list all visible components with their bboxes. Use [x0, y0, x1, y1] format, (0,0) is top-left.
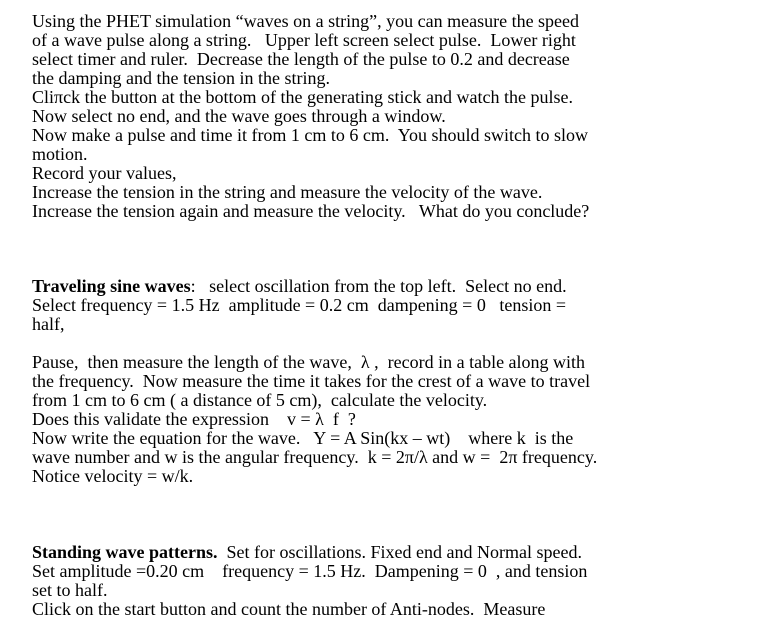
text-line: motion. [32, 144, 88, 164]
text-line: half, [32, 314, 65, 334]
text-line: set to half. [32, 580, 108, 600]
text-line: Click on the start button and count the number of Anti-nodes. Measure [32, 599, 546, 619]
text-line: Now write the equation for the wave. Y = A Sin(kx – wt) where k is the [32, 428, 574, 448]
text-line: Record your values, [32, 163, 177, 183]
traveling-heading: Traveling sine waves [32, 276, 191, 296]
intro-section [32, 12, 732, 221]
text-line: of a wave pulse along a string. Upper left screen select pulse. Lower right [32, 30, 576, 50]
text-line: Increase the tension in the string and measure the velocity of the wave. [32, 182, 543, 202]
text-line: select timer and ruler. Decrease the length of the pulse to 0.2 and decrease [32, 49, 570, 69]
section-heading-line [32, 543, 732, 562]
traveling-section [32, 277, 732, 486]
document-page [32, 12, 732, 619]
standing-heading-rest: Set for oscillations. Fixed end and Normal speed. [217, 542, 582, 562]
text-line: Using the PHET simulation “waves on a string”, you can measure the speed [32, 11, 580, 31]
text-line: Cliπck the button at the bottom of the generating stick and watch the pulse. [32, 87, 573, 107]
section-heading-line [32, 277, 732, 296]
text-line: wave number and w is the angular frequency. k = 2π/λ and w = 2π frequency. [32, 447, 598, 467]
text-line: Set amplitude =0.20 cm frequency = 1.5 Hz. Dampening = 0 , and tension [32, 561, 588, 581]
section-spacer [32, 221, 732, 277]
section-spacer [32, 486, 732, 543]
text-line: Select frequency = 1.5 Hz amplitude = 0.2 cm dampening = 0 tension = [32, 295, 566, 315]
text-line: the frequency. Now measure the time it takes for the crest of a wave to travel [32, 371, 591, 391]
text-line: the damping and the tension in the string. [32, 68, 330, 88]
text-line: Now make a pulse and time it from 1 cm to 6 cm. You should switch to slow [32, 125, 588, 145]
text-line: Does this validate the expression v = λ f ? [32, 409, 356, 429]
standing-section [32, 543, 732, 619]
text-line: Increase the tension again and measure the velocity. What do you conclude? [32, 201, 590, 221]
text-line: Notice velocity = w/k. [32, 466, 194, 486]
paragraph-spacer [32, 334, 732, 353]
standing-heading: Standing wave patterns. [32, 542, 218, 562]
traveling-heading-rest: : select oscillation from the top left. Select no end. [190, 276, 567, 296]
text-line: from 1 cm to 6 cm ( a distance of 5 cm), calculate the velocity. [32, 390, 488, 410]
text-line: Pause, then measure the length of the wave, λ , record in a table along with [32, 352, 586, 372]
text-line: Now select no end, and the wave goes through a window. [32, 106, 446, 126]
